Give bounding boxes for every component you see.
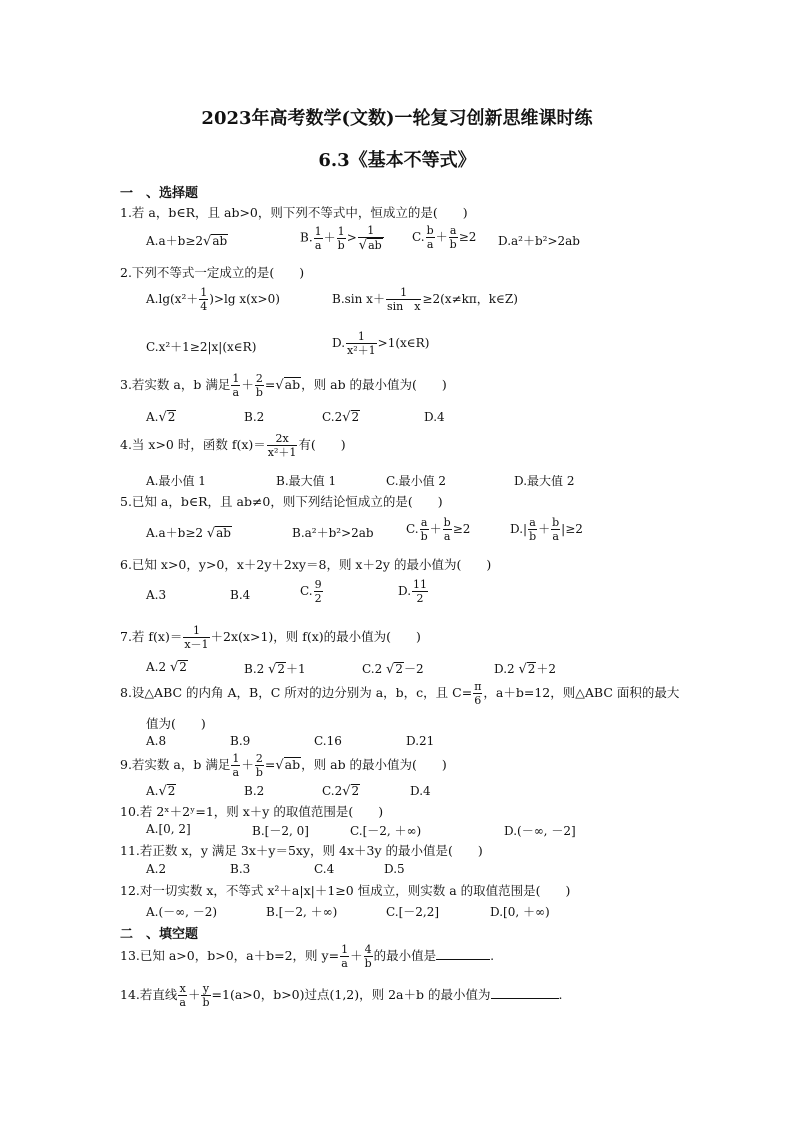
question-13: 13.已知 a>0，b>0，a＋b=2，则 y= $\frac{1}{a}$ ＋ $\frac{4}{b}$ 的最小值是 . (120, 943, 495, 970)
question-12-option-a: A.(－∞, －2) (146, 905, 218, 919)
question-3-option-a: A.√2 (146, 410, 176, 425)
document-subtitle: 6.3《基本不等式》 (318, 150, 476, 171)
question-10-option-c: C.[－2, ＋∞) (350, 824, 422, 838)
question-6: 6.已知 x>0，y>0，x＋2y＋2xy＝8，则 x＋2y 的最小值为( ) (120, 557, 492, 572)
question-8-option-b: B.9 (230, 734, 251, 748)
section-fill-heading: 二 、填空题 (120, 927, 199, 942)
question-9: 9.若实数 a，b 满足 $\frac{1}{a}$ ＋ $\frac{2}{b}$ =√ab，则 ab 的最小值为( ) (120, 752, 447, 779)
question-12: 12.对一切实数 x，不等式 x²＋a|x|＋1≥0 恒成立，则实数 a 的取值范围是( ) (120, 883, 571, 898)
question-8-continued: 值为( ) (146, 716, 206, 731)
question-1: 1.若 a，b∈R，且 ab>0，则下列不等式中，恒成立的是( ) (120, 205, 468, 220)
question-2: 2.下列不等式一定成立的是( ) (120, 265, 305, 280)
question-4-option-a: A.最小值 1 (146, 474, 206, 488)
question-11-option-c: C.4 (314, 862, 335, 876)
question-6-option-b: B.4 (230, 588, 251, 602)
question-7-option-a: A.2 √2 (146, 660, 187, 675)
question-5: 5.已知 a，b∈R，且 ab≠0，则下列结论恒成立的是( ) (120, 494, 443, 509)
question-6-option-a: A.3 (146, 588, 167, 602)
question-6-option-d: D. $\frac{11}{2}$ (398, 578, 428, 605)
question-10: 10.若 2ˣ＋2ʸ=1，则 x＋y 的取值范围是( ) (120, 804, 384, 819)
question-3: 3.若实数 a，b 满足 $\frac{1}{a}$ ＋ $\frac{2}{b}$ =√ab，则 ab 的最小值为( ) (120, 372, 447, 399)
question-9-option-a: A.√2 (146, 784, 176, 799)
document-title: 2023年高考数学(文数)一轮复习创新思维课时练 (201, 108, 593, 129)
question-8-option-d: D.21 (406, 734, 435, 748)
question-11-option-a: A.2 (146, 862, 167, 876)
question-4-option-d: D.最大值 2 (514, 474, 575, 488)
question-12-option-c: C.[－2,2] (386, 905, 440, 919)
question-1-option-b: B. $\frac{1}{a}$ ＋ $\frac{1}{b}$ > $\frac{1}{√ab}$ (300, 224, 382, 253)
question-9-option-b: B.2 (244, 784, 265, 798)
question-11: 11.若正数 x，y 满足 3x＋y＝5xy，则 4x＋3y 的最小值是( ) (120, 843, 483, 858)
question-7: 7.若 f(x)＝ $\frac{1}{x-1}$ ＋2x(x>1)，则 f(x)的最小值为( ) (120, 624, 421, 651)
question-10-option-d: D.(－∞, －2] (504, 824, 576, 838)
answer-blank-14[interactable] (491, 998, 559, 999)
question-10-option-a: A.[0, 2] (146, 822, 191, 836)
question-7-option-d: D.2 √2＋2 (494, 662, 557, 677)
question-9-option-d: D.4 (410, 784, 431, 798)
question-8-option-a: A.8 (146, 734, 167, 748)
answer-blank-13[interactable] (436, 959, 490, 960)
question-11-option-b: B.3 (230, 862, 251, 876)
question-5-option-d: D.| $\frac{a}{b}$ ＋ $\frac{b}{a}$ |≥2 (510, 516, 583, 543)
question-1-option-c: C. $\frac{b}{a}$ ＋ $\frac{a}{b}$ ≥2 (412, 224, 477, 251)
question-4: 4.当 x>0 时，函数 f(x)＝ $\frac{2x}{\text{x²＋1}}$ 有( ) (120, 432, 346, 459)
question-8-option-c: C.16 (314, 734, 342, 748)
question-6-option-c: C. $\frac{9}{2}$ (300, 578, 322, 605)
question-11-option-d: D.5 (384, 862, 405, 876)
section-choice-heading: 一 、选择题 (120, 186, 199, 201)
question-5-option-a: A.a＋b≥2 √ab (146, 526, 231, 541)
question-3-option-b: B.2 (244, 410, 265, 424)
question-2-option-b: B.sin x＋ $\frac{1}{\text{sin x}}$ ≥2(x≠kπ，k∈Z) (332, 286, 518, 313)
question-9-option-c: C.2√2 (322, 784, 360, 799)
question-7-option-c: C.2 √2－2 (362, 662, 424, 677)
question-2-option-d: D. $\frac{1}{\text{x²＋1}}$ >1(x∈R) (332, 330, 430, 357)
question-3-option-c: C.2√2 (322, 410, 360, 425)
question-7-option-b: B.2 √2＋1 (244, 662, 306, 677)
question-8: 8.设△ABC 的内角 A，B，C 所对的边分别为 a，b，c，且 C= $\frac{\pi}{6}$ ，a＋b=12，则△ABC 面积的最大 (120, 680, 680, 707)
question-12-option-b: B.[－2, ＋∞) (266, 905, 338, 919)
question-2-option-c: C.x²＋1≥2|x|(x∈R) (146, 340, 257, 354)
question-1-option-a: A.a＋b≥2√ab (146, 234, 228, 249)
question-12-option-d: D.[0, ＋∞) (490, 905, 550, 919)
question-10-option-b: B.[－2, 0] (252, 824, 309, 838)
question-5-option-b: B.a²＋b²>2ab (292, 526, 374, 540)
question-4-option-c: C.最小值 2 (386, 474, 447, 488)
question-3-option-d: D.4 (424, 410, 445, 424)
question-5-option-c: C. $\frac{a}{b}$ ＋ $\frac{b}{a}$ ≥2 (406, 516, 471, 543)
question-2-option-a: A.lg(x²＋ $\frac{1}{4}$ )>lg x(x>0) (146, 286, 280, 313)
question-1-option-d: D.a²＋b²>2ab (498, 234, 580, 248)
question-4-option-b: B.最大值 1 (276, 474, 337, 488)
question-14: 14.若直线 $\frac{x}{a}$ ＋ $\frac{y}{b}$ =1(a>0，b>0)过点(1,2)，则 2a＋b 的最小值为 . (120, 982, 563, 1009)
